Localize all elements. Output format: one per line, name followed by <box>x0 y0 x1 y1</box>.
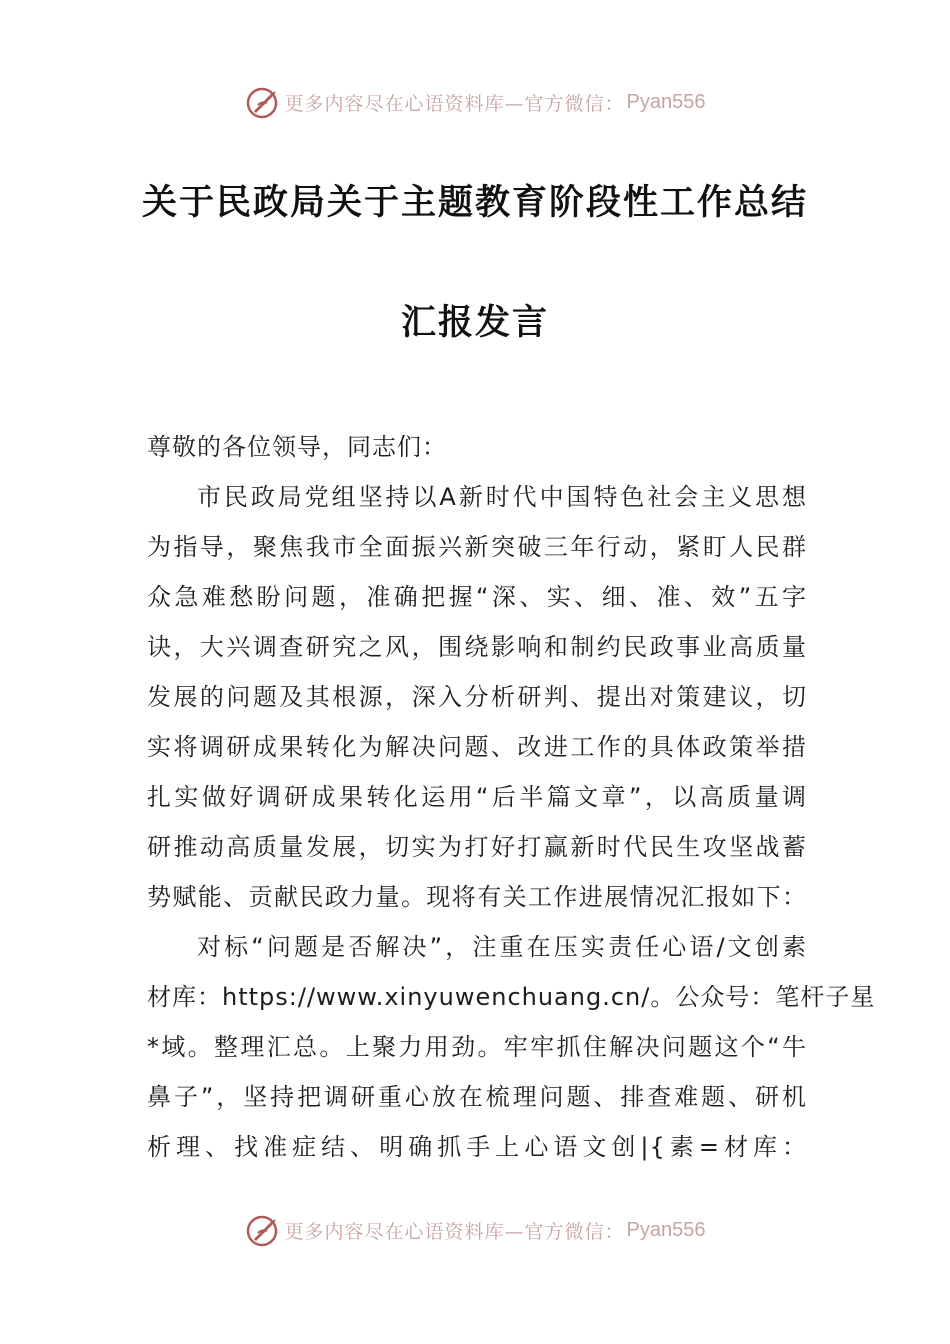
pen-circle-logo-icon <box>245 84 281 120</box>
body-line: 析理、找准症结、明确抓手上心语文创|{素=材库： <box>147 1133 807 1161</box>
watermark-text: 更多内容尽在心语资料库—官方微信： <box>284 1220 625 1243</box>
body-line: 发展的问题及其根源，深入分析研判、提出对策建议，切 <box>147 683 807 711</box>
document-title-line-2: 汇报发言 <box>400 303 549 343</box>
body-line: 鼻子”，坚持把调研重心放在梳理问题、排查难题、研机 <box>147 1083 807 1111</box>
watermark-text: 更多内容尽在心语资料库—官方微信： <box>284 92 625 115</box>
body-line: 众急难愁盼问题，准确把握“深、实、细、准、效”五字 <box>147 583 807 611</box>
body-line: 材库：https://www.xinyuwenchuang.cn/。公众号：笔杆子星 <box>147 983 876 1011</box>
pen-circle-logo-icon <box>245 1212 281 1248</box>
watermark-wechat-id: Pyan556 <box>626 90 706 113</box>
body-line: 研推动高质量发展，切实为打好打赢新时代民生攻坚战蓄 <box>147 833 807 861</box>
body-line: 为指导，聚焦我市全面振兴新突破三年行动，紧盯人民群 <box>147 533 807 561</box>
watermark-footer <box>0 1208 950 1252</box>
watermark-wechat-id: Pyan556 <box>626 1218 706 1241</box>
body-line: *域。整理汇总。上聚力用劲。牢牢抓住解决问题这个“牛 <box>147 1033 807 1061</box>
body-line: 实将调研成果转化为解决问题、改进工作的具体政策举措 <box>147 733 807 761</box>
body-line: 扎实做好调研成果转化运用“后半篇文章”，以高质量调 <box>147 783 807 811</box>
body-line: 市民政局党组坚持以A新时代中国特色社会主义思想 <box>197 483 807 511</box>
body-line: 势赋能、贡献民政力量。现将有关工作进展情况汇报如下： <box>147 883 807 911</box>
body-line: 诀，大兴调查研究之风，围绕影响和制约民政事业高质量 <box>147 633 807 661</box>
watermark-header <box>0 80 950 124</box>
document-title-line-1: 关于民政局关于主题教育阶段性工作总结 <box>141 183 808 223</box>
body-line: 对标“问题是否解决”，注重在压实责任心语/文创素 <box>197 933 807 961</box>
salutation-line: 尊敬的各位领导，同志们： <box>147 433 447 461</box>
